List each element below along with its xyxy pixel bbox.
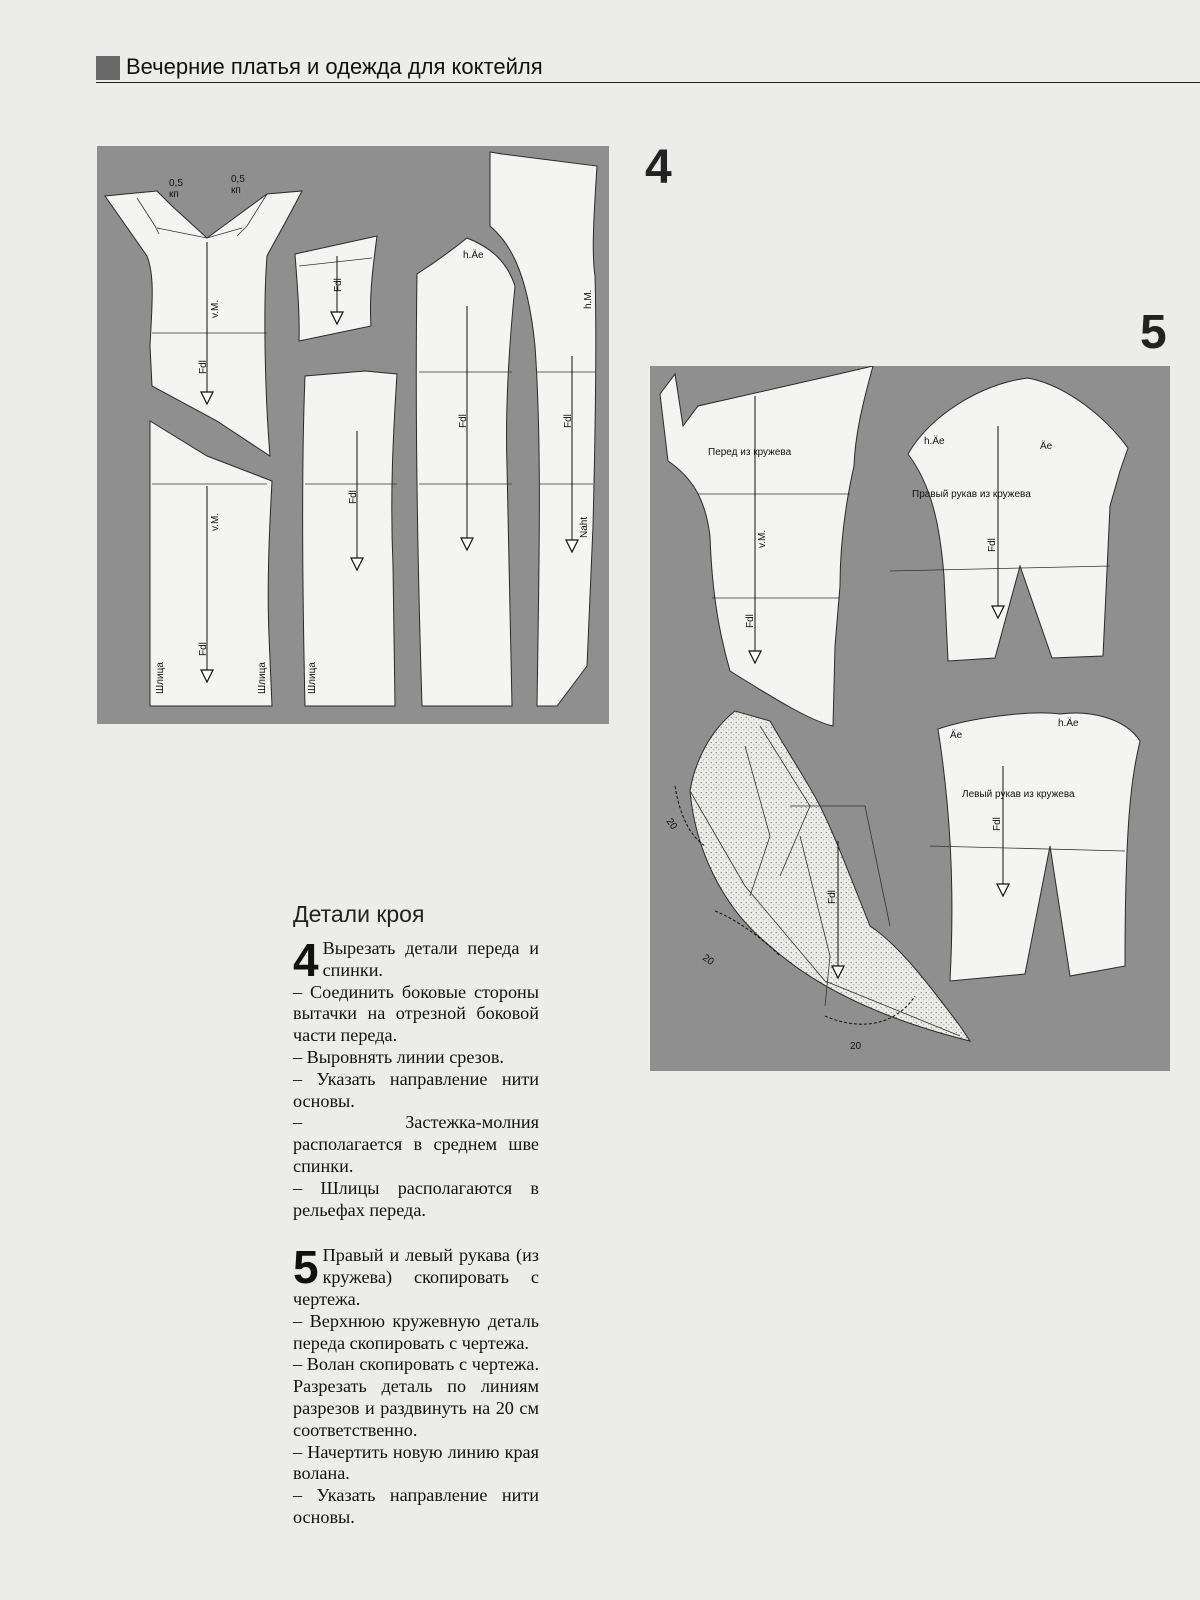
spread-label-2: 20 [700,952,716,968]
spread-label-3: 20 [850,1041,862,1052]
step-5-number: 5 [293,1241,319,1294]
step-4-block [293,934,539,1221]
dart-right-unit: кп [231,185,241,196]
page-header [96,54,1200,83]
slit-label-1: Шлица [155,662,166,694]
dart-left-unit: кп [169,189,179,200]
left-sleeve-hae: h.Äe [1058,718,1079,729]
fdl-back-label: Fdl [458,414,469,428]
spread-label-1: 20 [663,816,679,832]
side-front-piece [303,371,397,706]
hae-label: h.Äe [463,250,484,261]
flounce-fdl: Fdl [827,890,838,904]
section-heading: Детали кроя [293,901,425,927]
left-sleeve-ae: Äe [950,730,963,741]
page-title: Вечерние платья и одежда для коктейля [126,54,543,79]
fdl-front-bottom-label: Fdl [198,642,209,656]
lace-front-vm-label: v.M. [757,529,768,548]
figure-4-number: 4 [645,141,672,194]
step-5-line: Правый и левый рукава (из кружева) скопировать с чертежа. [293,1245,539,1309]
step-4-line: – Выровнять линии срезов. [293,1046,504,1067]
step-5-line: – Указать направление нити основы. [293,1485,539,1527]
naht-label: Naht [579,516,590,538]
figure-5-pattern [650,366,1170,1071]
left-sleeve-label: Левый рукав из кружева [962,789,1075,800]
step-5-line: – Начертить новую линию края волана. [293,1441,539,1484]
lace-front-fdl-label: Fdl [745,614,756,628]
step-5-line: – Верхнюю кружевную деталь переда скопировать с чертежа. [293,1310,539,1353]
header-marker [96,56,120,80]
instructions-column [293,900,539,1553]
back-piece [416,238,515,706]
step-5-block [293,1241,539,1528]
step-4-line: – Соединить боковые стороны вытачки на отрезной боковой части переда. [293,981,539,1046]
figure-5-svg [650,366,1170,1071]
slit-label-2: Шлица [257,662,268,694]
right-sleeve-label: Правый рукав из кружева [912,489,1031,500]
step-5-line: – Волан скопировать с чертежа. Разрезать деталь по линиям разрезов и раздвинуть на 20 см соответственно. [293,1354,539,1440]
lace-front-label: Перед из кружева [708,447,792,458]
fdl-side-piece-label: Fdl [348,490,359,504]
fdl-small-piece-label: Fdl [333,278,344,292]
dart-left-value: 0,5 [169,178,183,189]
hm-label: h.M. [583,289,594,309]
figure-5-number: 5 [1140,306,1167,359]
figure-4-svg [97,146,609,724]
step-4-line: – Указать направление нити основы. [293,1068,539,1111]
right-sleeve-ae: Äe [1040,441,1053,452]
right-sleeve-hae: h.Äe [924,436,945,447]
left-sleeve-fdl: Fdl [992,817,1003,831]
fdl-front-top-label: Fdl [198,360,209,374]
step-4-number: 4 [293,934,319,986]
step-4-line: – Застежка-молния располагается в среднем шве спинки. [293,1112,539,1176]
dart-right-value: 0,5 [231,174,245,185]
vm-bottom-label: v.M. [210,512,221,531]
right-sleeve-fdl: Fdl [987,538,998,552]
figure-4-pattern [97,146,609,724]
step-4-line: – Шлицы располагаются в рельефах переда. [293,1177,539,1220]
step-4-line: Вырезать детали переда и спинки. [322,938,539,980]
slit-label-3: Шлица [307,662,318,694]
vm-top-label: v.M. [210,299,221,318]
fdl-back-center-label: Fdl [563,414,574,428]
